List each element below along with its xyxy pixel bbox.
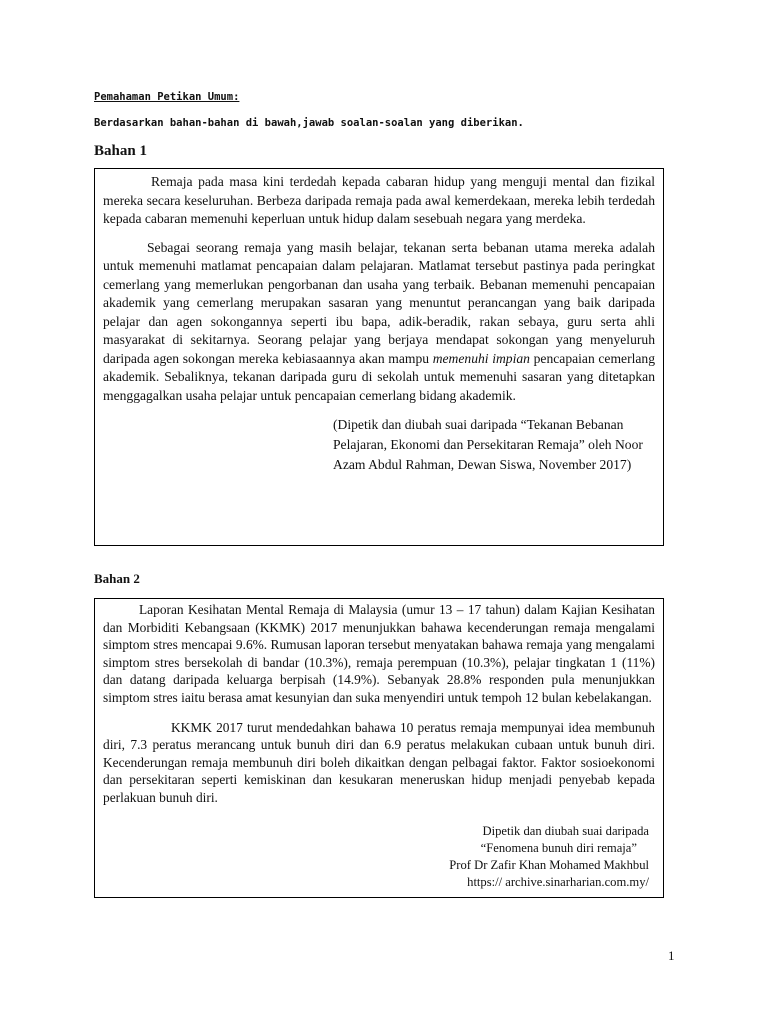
bahan1-paragraph-1: Remaja pada masa kini terdedah kepada cabaran hidup yang menguji mental dan fizikal mereka secara keseluruhan. Berbeza daripada remaja pada awal kemerdekaan, mereka lebih terdedah kepada cabaran memenuhi keperluan untuk hidup dalam sesebuah negara yang merdeka. — [103, 174, 655, 226]
instruction-text: Berdasarkan bahan-bahan di bawah,jawab soalan-soalan yang diberikan. — [94, 117, 524, 129]
bahan2-box — [94, 598, 664, 898]
bahan2-source-line-2: “Fenomena bunuh diri remaja” — [480, 840, 637, 855]
bahan2-source — [103, 823, 649, 891]
section-heading: Pemahaman Petikan Umum: — [94, 91, 240, 103]
bahan1-source: (Dipetik dan diubah suai daripada “Tekanan Bebanan Pelajaran, Ekonomi dan Persekitaran Remaja” oleh Noor Azam Abdul Rahman, Dewan Siswa, November 2017) — [333, 417, 643, 472]
bahan2-source-line-4: https:// archive.sinarharian.com.my/ — [467, 874, 649, 889]
bahan2-paragraph-1: Laporan Kesihatan Mental Remaja di Malaysia (umur 13 – 17 tahun) dalam Kajian Kesihatan dan Morbiditi Kebangsaan (KKMK) 2017 menunjukkan bahawa kecenderungan remaja mengalami simptom stres mencapai 9.6%. Rumusan laporan tersebut menyatakan bahawa remaja yang mengalami simptom stres bersekolah di bandar (10.3%), remaja perempuan (10.3%), pelajar tingkatan 1 (11%) dan datang daripada keluarga berpisah (14.9%). Sebanyak 28.8% responden pula menunjukkan simptom stres iaitu berasa amat kesunyian dan suka menyendiri untuk tempoh 12 bulan kebelakangan. — [103, 602, 655, 705]
bahan2-source-line-3: Prof Dr Zafir Khan Mohamed Makhbul — [449, 857, 649, 872]
bahan2-title: Bahan 2 — [94, 571, 140, 586]
bahan1-title: Bahan 1 — [94, 143, 147, 159]
bahan1-paragraph-2 — [103, 239, 655, 406]
bahan2-source-line-1: Dipetik dan diubah suai daripada — [482, 823, 649, 838]
bahan1-paragraph-2-text: Sebagai seorang remaja yang masih belajar, tekanan serta bebanan utama mereka adalah untuk memenuhi matlamat pencapaian dalam pelajaran. Matlamat tersebut pastinya pada peringkat cemerlang yang memerlukan pengorbanan dan usaha yang terbaik. Bebanan memenuhi pencapaian akademik yang cemerlang merupakan sasaran yang menuntut perancangan yang baik daripada pelajar dan agen sokongannya seperti ibu bapa, adik-beradik, rakan sebaya, guru serta ahli masyarakat di sekitarnya. Seorang pelajar yang berjaya mendapat sokongan yang menyeluruh daripada agen sokongan mereka kebiasaannya akan mampu — [103, 239, 655, 366]
bahan2-paragraph-2: KKMK 2017 turut mendedahkan bahawa 10 peratus remaja mempunyai idea membunuh diri, 7.3 peratus merancang untuk bunuh diri dan 6.9 peratus melakukan cubaan untuk bunuh diri. Kecenderungan remaja membunuh diri boleh dikaitkan dengan pelbagai faktor. Faktor sosioekonomi dan persekitaran seperti kemiskinan dan kesukaran meneruskan hidup menjadi penyebab kepada perlakuan bunuh diri. — [103, 719, 655, 805]
bahan1-paragraph-2-text-end: pencapaian cemerlang akademik. Sebaliknya, tekanan daripada guru di sekolah untuk memenuhi sasaran yang ditetapkan menggagalkan usaha pelajar untuk pencapaian cemerlang bidang akademik. — [103, 350, 656, 403]
bahan1-box — [94, 168, 664, 546]
page-number: 1 — [668, 948, 675, 963]
emphasis-text: memenuhi impian — [432, 350, 530, 366]
